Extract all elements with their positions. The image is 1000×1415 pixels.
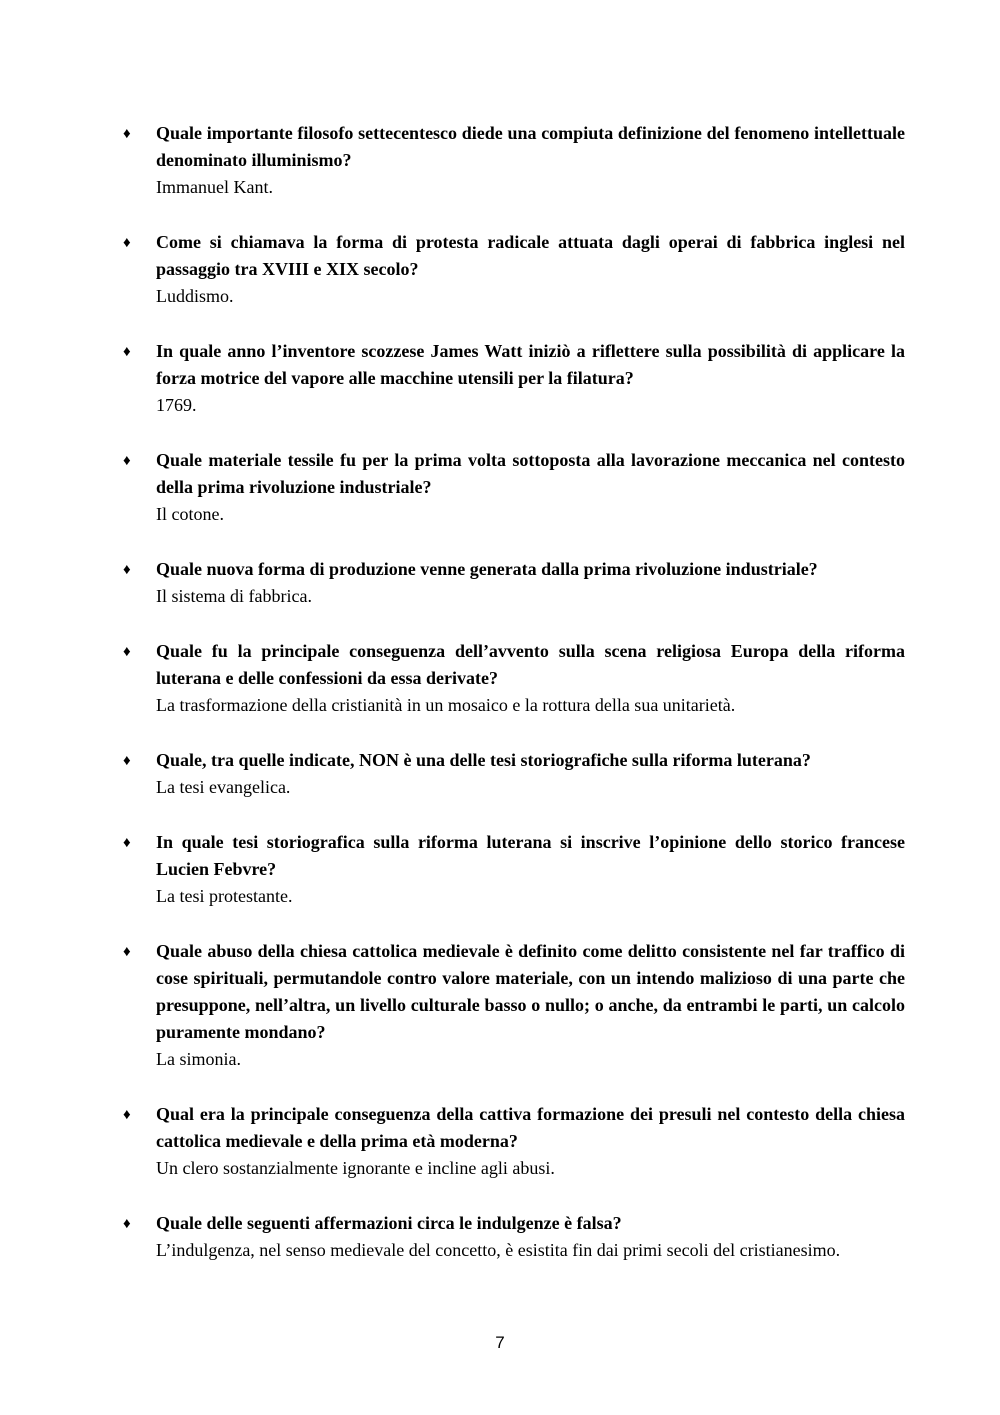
- list-item: [123, 938, 905, 1073]
- diamond-bullet-icon: ♦: [123, 835, 131, 851]
- list-item: [123, 556, 905, 610]
- question-text: Quale delle seguenti affermazioni circa le indulgenze è falsa?: [156, 1213, 622, 1233]
- page-number: 7: [495, 1333, 505, 1352]
- question-text: Come si chiamava la forma di protesta radicale attuata dagli operai di fabbrica inglesi nel passaggio tra XVIII e XIX secolo?: [156, 232, 905, 279]
- question-text: Quale materiale tessile fu per la prima volta sottoposta alla lavorazione meccanica nel contesto della prima rivoluzione industriale?: [156, 450, 905, 497]
- diamond-bullet-icon: ♦: [123, 453, 131, 469]
- answer-text: Il sistema di fabbrica.: [156, 586, 312, 606]
- list-item: [123, 338, 905, 419]
- answer-text: La tesi protestante.: [156, 886, 293, 906]
- answer-text: Immanuel Kant.: [156, 177, 273, 197]
- answer-text: L’indulgenza, nel senso medievale del concetto, è esistita fin dai primi secoli del cristianesimo.: [156, 1240, 841, 1260]
- answer-text: La trasformazione della cristianità in un mosaico e la rottura della sua unitarietà.: [156, 695, 736, 715]
- list-item: [123, 1101, 905, 1182]
- diamond-bullet-icon: ♦: [123, 944, 131, 960]
- answer-text: La tesi evangelica.: [156, 777, 291, 797]
- diamond-bullet-icon: ♦: [123, 1216, 131, 1232]
- answer-text: Luddismo.: [156, 286, 234, 306]
- diamond-bullet-icon: ♦: [123, 753, 131, 769]
- question-text: Quale, tra quelle indicate, NON è una delle tesi storiografiche sulla riforma luterana?: [156, 750, 811, 770]
- question-text: In quale tesi storiografica sulla riforma luterana si inscrive l’opinione dello storico francese Lucien Febvre?: [156, 832, 905, 879]
- diamond-bullet-icon: ♦: [123, 562, 131, 578]
- list-item: [123, 1210, 905, 1264]
- diamond-bullet-icon: ♦: [123, 126, 131, 142]
- answer-text: Il cotone.: [156, 504, 224, 524]
- answer-text: La simonia.: [156, 1049, 241, 1069]
- question-list: [123, 120, 905, 1292]
- question-text: Quale importante filosofo settecentesco diede una compiuta definizione del fenomeno intellettuale denominato illuminismo?: [156, 123, 905, 170]
- diamond-bullet-icon: ♦: [123, 235, 131, 251]
- list-item: [123, 447, 905, 528]
- list-item: [123, 638, 905, 719]
- list-item: [123, 229, 905, 310]
- list-item: [123, 120, 905, 201]
- answer-text: 1769.: [156, 395, 197, 415]
- diamond-bullet-icon: ♦: [123, 644, 131, 660]
- list-item: [123, 829, 905, 910]
- diamond-bullet-icon: ♦: [123, 1107, 131, 1123]
- diamond-bullet-icon: ♦: [123, 344, 131, 360]
- question-text: Quale nuova forma di produzione venne generata dalla prima rivoluzione industriale?: [156, 559, 818, 579]
- list-item: [123, 747, 905, 801]
- question-text: Quale fu la principale conseguenza dell’avvento sulla scena religiosa Europa della riforma luterana e delle confessioni da essa derivate?: [156, 641, 905, 688]
- question-text: In quale anno l’inventore scozzese James Watt iniziò a riflettere sulla possibilità di applicare la forza motrice del vapore alle macchine utensili per la filatura?: [156, 341, 905, 388]
- question-text: Quale abuso della chiesa cattolica medievale è definito come delitto consistente nel far traffico di cose spirituali, permutandole contro valore materiale, con un intendo malizioso di una parte che presuppone, nell’altra, un livello culturale basso o nullo; o anche, da entrambi le parti, un calcolo puramente mondano?: [156, 941, 905, 1042]
- question-text: Qual era la principale conseguenza della cattiva formazione dei presuli nel contesto della chiesa cattolica medievale e della prima età moderna?: [156, 1104, 905, 1151]
- answer-text: Un clero sostanzialmente ignorante e incline agli abusi.: [156, 1158, 555, 1178]
